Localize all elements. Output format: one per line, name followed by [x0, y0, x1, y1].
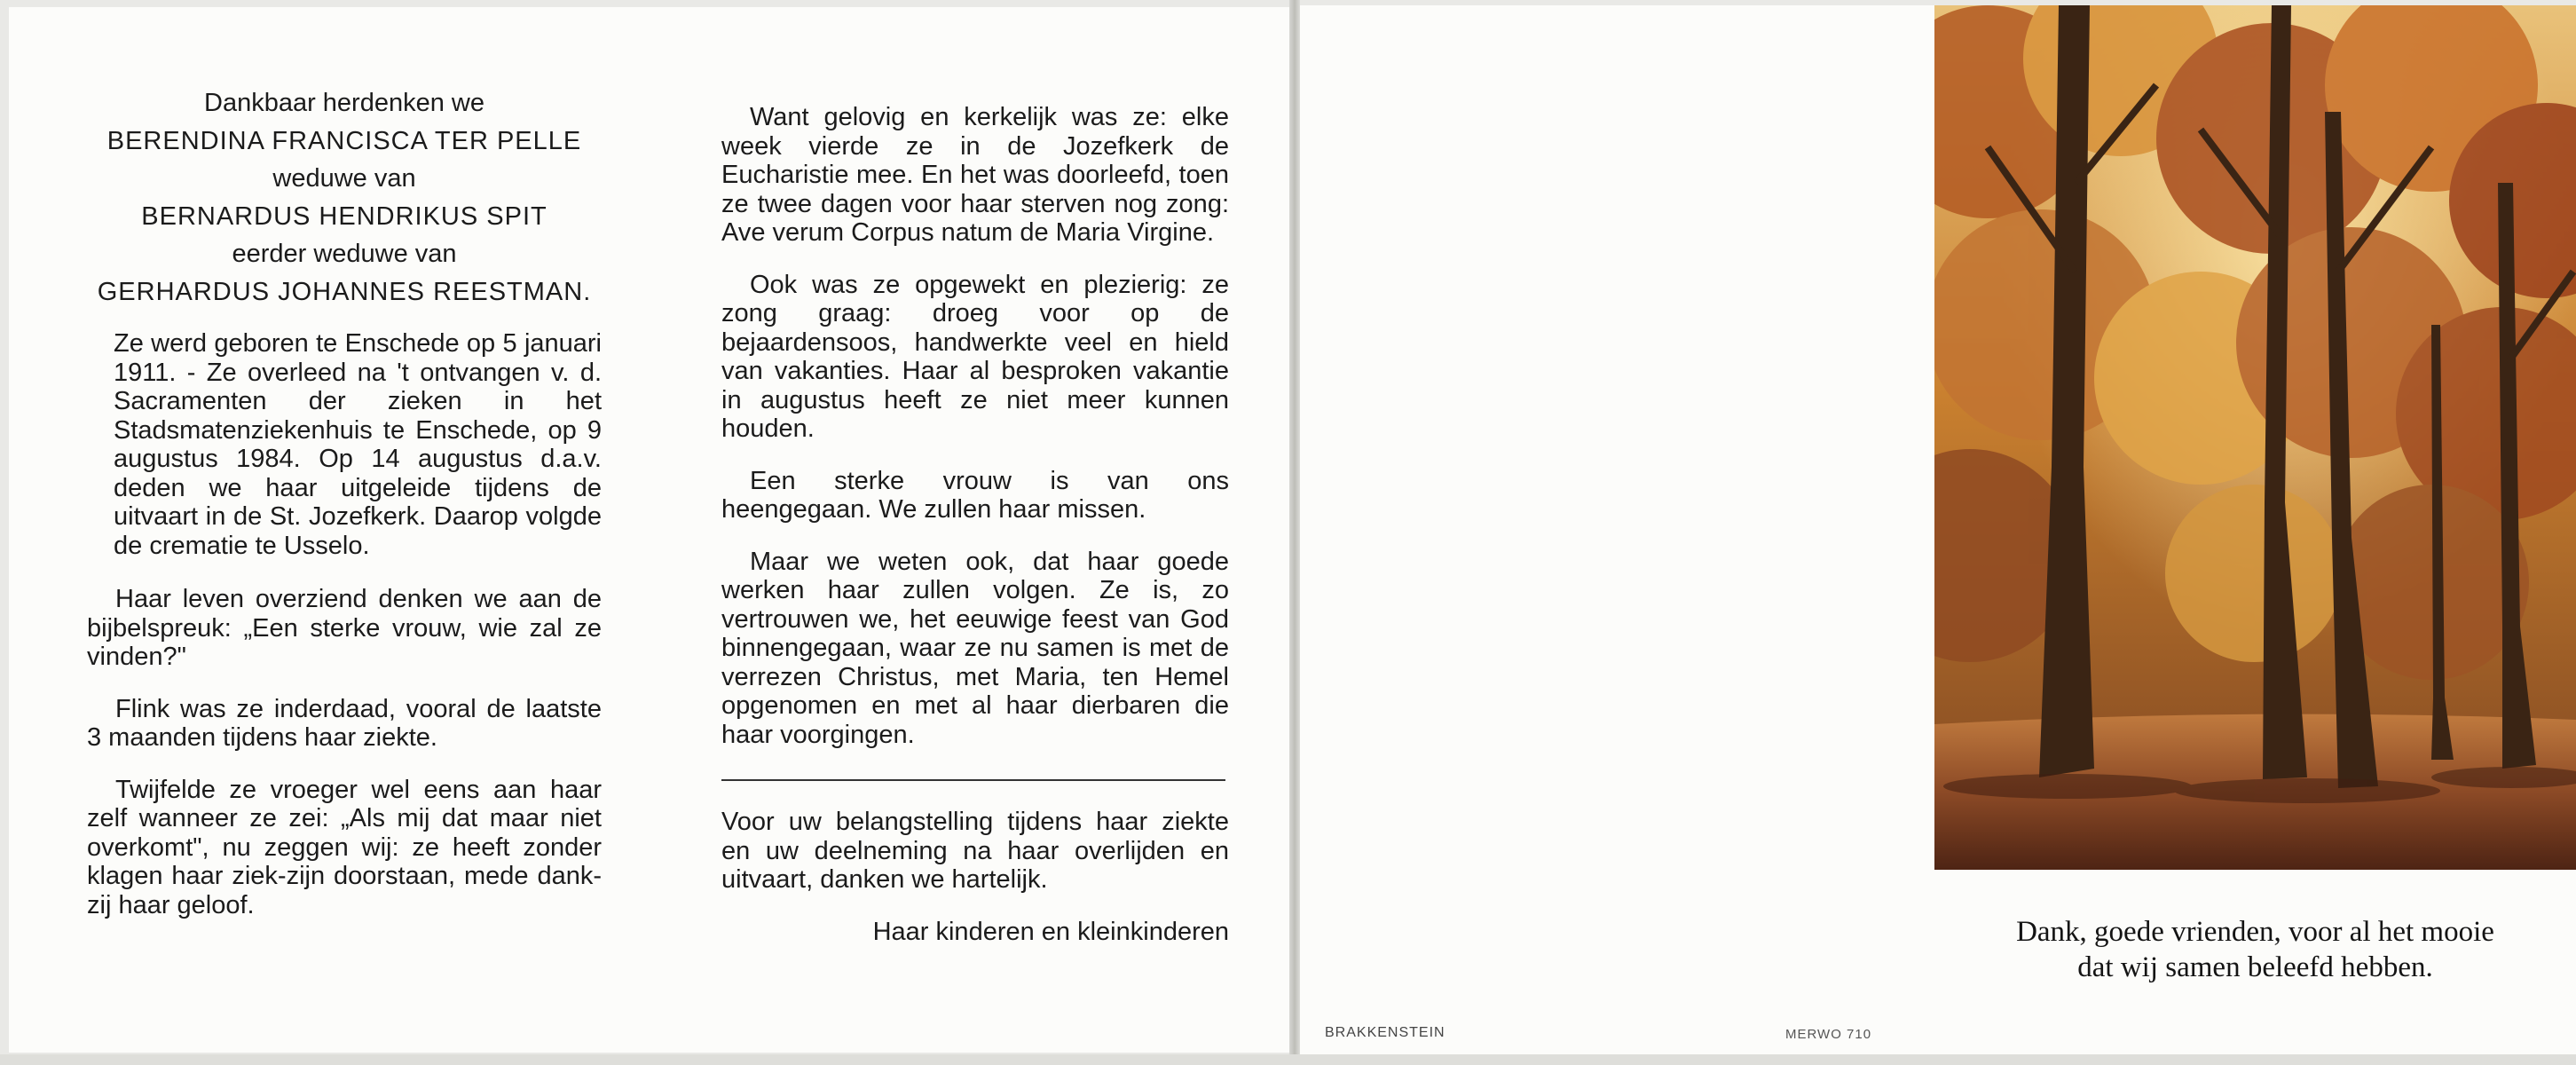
publisher-imprint: BRAKKENSTEIN — [1325, 1025, 1446, 1040]
card-fold — [1289, 0, 1300, 1065]
widow-of-line-1: weduwe van — [272, 164, 416, 193]
signature-line: Haar kinderen en kleinkinderen — [872, 917, 1229, 946]
widow-of-line-2: eerder weduwe van — [232, 240, 457, 268]
husband-name-2: GERHARDUS JOHANNES REESTMAN. — [97, 277, 592, 306]
paragraph-doubt: Twijfelde ze vroeger wel eens aan haar zelf wanneer ze zei: „Als mij dat maar niet overkomt", nu zeggen wij: ze heeft zonder klagen haar ziek-zijn doorstaan, mede dank-zij haar geloof. — [87, 775, 602, 919]
divider-line — [721, 779, 1225, 781]
caption-line-1: Dank, goede vrienden, voor al het mooie — [2016, 916, 2494, 948]
paragraph-faith: Want gelovig en kerkelijk was ze: elke week vierde ze in de Jozefkerk de Eucharistie mee. En het was doorleefd, toen ze twee dagen voor haar sterven nog zong: Ave verum Corpus natum de Maria Virgine. — [721, 103, 1229, 247]
inner-card-spread — [9, 7, 1289, 1053]
autumn-forest-photo — [1934, 5, 2576, 870]
paragraph-good-works: Maar we weten ook, dat haar goede werken haar zullen volgen. Ze is, zo vertrouwen we, het eeuwige feest van God binnengegaan, waar ze nu samen is met de verrezen Christus, met Maria, ten Hemel opgenomen en met al haar dierbaren die haar voorgingen. — [721, 547, 1229, 749]
intro-line: Dankbaar herdenken we — [204, 89, 484, 117]
husband-name-1: BERNARDUS HENDRIKUS SPIT — [141, 201, 547, 231]
paragraph-strong: Flink was ze inderdaad, vooral de laatste 3 maanden tijdens haar ziekte. — [87, 694, 602, 752]
thanks-paragraph: Voor uw belangstelling tijdens haar ziekte en uw deelneming na haar overlijden en uitvaart, danken we hartelijk. — [721, 808, 1229, 894]
card-code: MERWO 710 — [1785, 1027, 1872, 1042]
scan-bottom-edge — [0, 1054, 2576, 1065]
paragraph-strong-woman: Een sterke vrouw is van ons heengegaan. We zullen haar missen. — [721, 466, 1229, 524]
caption-line-2: dat wij samen beleefd hebben. — [2077, 951, 2433, 983]
left-text-column — [87, 89, 602, 919]
photo-caption — [1934, 914, 2576, 985]
deceased-name: BERENDINA FRANCISCA TER PELLE — [106, 126, 582, 155]
right-text-column — [721, 103, 1229, 946]
paragraph-cheerful: Ook was ze opgewekt en plezierig: ze zong graag: droeg voor op de bejaardensoos, handwerkte veel en hield van vakanties. Haar al besproken vakantie in augustus heeft ze niet meer kunnen houden. — [721, 270, 1229, 443]
biography-paragraph: Ze werd geboren te Enschede op 5 januari 1911. - Ze overleed na 't ontvangen v. d. Sacramenten der zieken in het Stadsmatenziekenhuis te Enschede, op 9 augustus 1984. Op 14 augustus d.a.v. deden we haar uitgeleide tijdens de uitvaart in de St. Jozefkerk. Daarop volgde de crematie te Usselo. — [114, 329, 602, 560]
paragraph-bible-verse: Haar leven overziend denken we aan de bijbelspreuk: „Een sterke vrouw, wie zal ze vinden?" — [87, 585, 602, 671]
